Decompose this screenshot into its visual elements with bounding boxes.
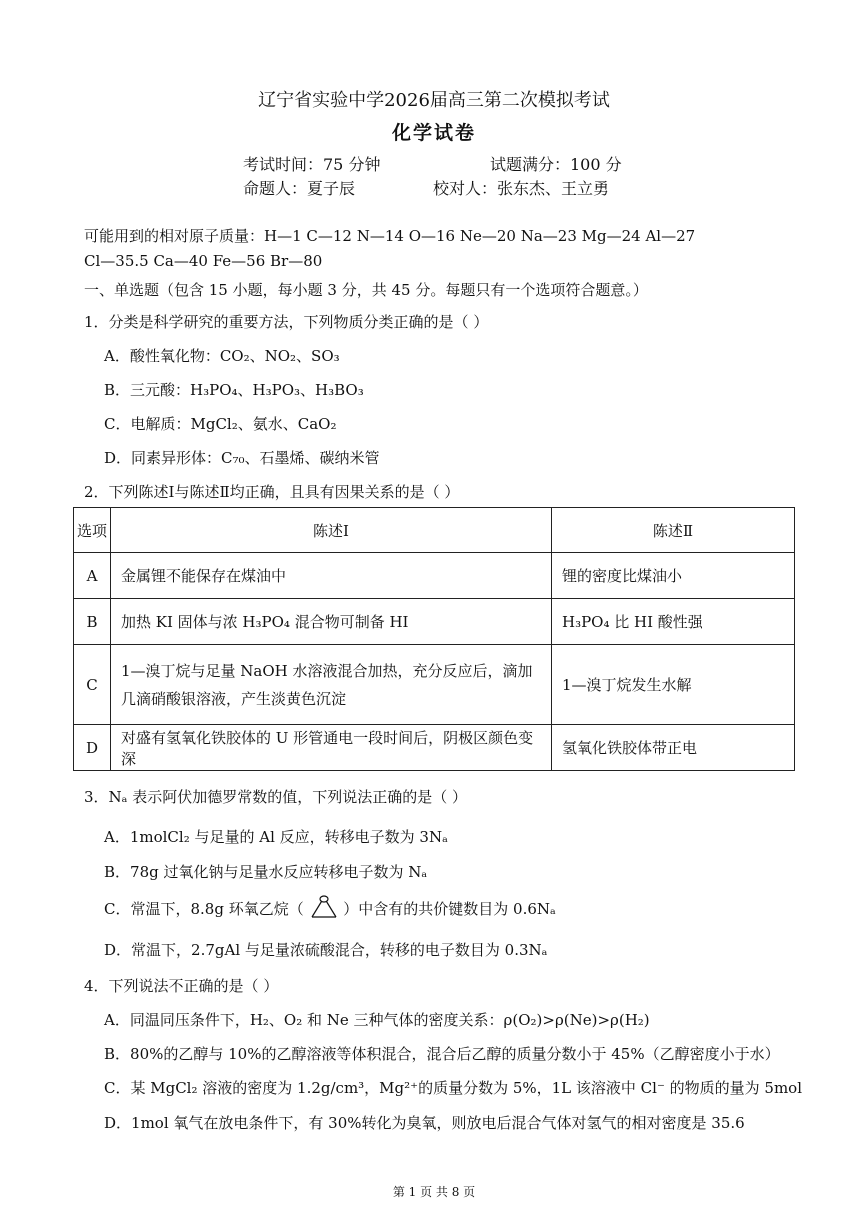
q4-option-c: C．某 MgCl₂ 溶液的密度为 1.2g/cm³，Mg²⁺的质量分数为 5%，1L 该溶液中 Cl⁻ 的物质的量为 5mol [104,1079,803,1097]
q2-table [73,507,795,771]
q3-option-a: A．1molCl₂ 与足量的 Al 反应，转移电子数为 3Nₐ [104,828,448,846]
table-header-row [74,508,795,553]
section-heading: 一、单选题（包含 15 小题，每小题 3 分，共 45 分。每题只有一个选项符合题意。） [84,281,648,299]
q1-option-d: D．同素异形体：C₇₀、石墨烯、碳纳米管 [104,449,380,467]
q3-option-d: D．常温下，2.7gAl 与足量浓硫酸混合，转移的电子数目为 0.3Nₐ [104,941,548,959]
row-statement-1: 对盛有氢氧化铁胶体的 U 形管通电一段时间后，阴极区颜色变深 [111,725,552,771]
q4-option-a: A．同温同压条件下，H₂、O₂ 和 Ne 三种气体的密度关系：ρ(O₂)>ρ(Ne)>ρ(H₂) [104,1011,650,1029]
page-number: 第 1 页 共 8 页 [392,1185,476,1199]
table-row [74,599,795,645]
q4-option-b: B．80%的乙醇与 10%的乙醇溶液等体积混合，混合后乙醇的质量分数小于 45%（乙醇密度小于水） [104,1045,780,1063]
row-statement-2: 氢氧化铁胶体带正电 [552,725,795,771]
atomic-masses-line1: 可能用到的相对原子质量：H—1 C—12 N—14 O—16 Ne—20 Na—23 Mg—24 Al—27 [84,227,696,245]
row-statement-1: 金属锂不能保存在煤油中 [111,553,552,599]
q4-option-d: D．1mol 氧气在放电条件下，有 30%转化为臭氧，则放电后混合气体对氢气的相对密度是 35.6 [104,1114,745,1132]
q1-stem: 1．分类是科学研究的重要方法，下列物质分类正确的是（ ） [84,313,489,331]
row-statement-2: 1—溴丁烷发生水解 [552,645,795,725]
q3-option-b: B．78g 过氧化钠与足量水反应转移电子数为 Nₐ [104,863,428,881]
header-statement-2: 陈述Ⅱ [552,508,795,553]
checker: 校对人：张东杰、王立勇 [433,179,610,198]
header-option: 选项 [74,508,111,553]
header-statement-1: 陈述Ⅰ [111,508,552,553]
row-statement-2: H₃PO₄ 比 HI 酸性强 [552,599,795,645]
q4-stem: 4．下列说法不正确的是（ ） [84,977,279,995]
subject-title: 化学试卷 [391,122,476,144]
q2-stem: 2．下列陈述Ⅰ与陈述Ⅱ均正确，且具有因果关系的是（ ） [84,483,460,501]
q1-option-c: C．电解质：MgCl₂、氨水、CaO₂ [104,415,337,433]
epoxyethane-structure-icon [309,895,339,925]
q3-option-c-post: ）中含有的共价键数目为 0.6Nₐ [343,900,556,918]
author: 命题人：夏子辰 [243,179,356,198]
row-statement-2: 锂的密度比煤油小 [552,553,795,599]
row-label: D [74,725,111,771]
row-label: B [74,599,111,645]
table-row [74,725,795,771]
exam-time: 考试时间：75 分钟 [243,155,381,174]
row-statement-1: 加热 KI 固体与浓 H₃PO₄ 混合物可制备 HI [111,599,552,645]
atomic-masses-line2: Cl—35.5 Ca—40 Fe—56 Br—80 [84,252,323,270]
exam-title: 辽宁省实验中学2026届高三第二次模拟考试 [258,90,610,111]
full-score: 试题满分：100 分 [490,155,622,174]
q3-option-c-pre: C．常温下，8.8g 环氧乙烷（ [104,900,304,918]
q1-option-a: A．酸性氧化物：CO₂、NO₂、SO₃ [104,347,340,365]
table-row [74,645,795,725]
q3-option-c [104,895,556,925]
row-label: A [74,553,111,599]
row-statement-1: 1—溴丁烷与足量 NaOH 水溶液混合加热，充分反应后，滴加几滴硝酸银溶液，产生淡黄色沉淀 [111,645,552,725]
row-label: C [74,645,111,725]
q3-stem: 3．Nₐ 表示阿伏加德罗常数的值，下列说法正确的是（ ） [84,788,467,806]
table-row [74,553,795,599]
q1-option-b: B．三元酸：H₃PO₄、H₃PO₃、H₃BO₃ [104,381,364,399]
